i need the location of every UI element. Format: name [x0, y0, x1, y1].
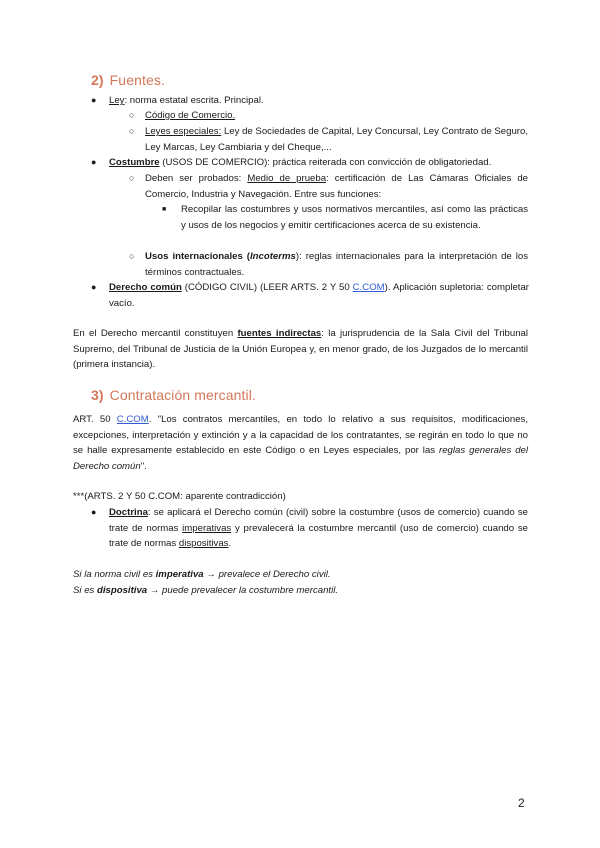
line2-bold: dispositiva — [97, 585, 148, 596]
section-3-title: Contratación mercantil. — [109, 387, 256, 403]
ccom-link[interactable]: C.COM — [352, 282, 385, 293]
list-item-ley — [109, 93, 529, 109]
conclusion-line-1 — [73, 567, 528, 583]
recopilar-text: Recopilar las costumbres y usos normativos mercantiles, así como las prácticas y usos de los negocios y emitir certificaciones acerca de su existencia. — [181, 204, 528, 231]
list-item-leyes-especiales — [145, 124, 528, 155]
fuentes-indirectas-label: fuentes indirectas — [237, 328, 322, 339]
bullet-circle: ○ — [129, 126, 135, 136]
bullet-circle: ○ — [129, 173, 135, 183]
imperativas-label: imperativas — [182, 522, 232, 534]
line1-bold: imperativa — [155, 569, 204, 580]
art-text: . "Los contratos mercantiles, en todo lo relativo a sus requisitos, modificaciones, excepciones, interpretación y extinción y a la capacidad de los contratantes, se regirán en todo lo que no se halle expresamente establecido en este Código o en Leyes especiales, por las — [73, 414, 528, 456]
line1-pre: Si la norma civil es — [73, 569, 156, 580]
section-2-title: Fuentes. — [109, 72, 165, 88]
line2-post: → puede prevalecer la costumbre mercantil. — [147, 585, 339, 596]
line1-post: → prevalece el Derecho civil. — [203, 569, 331, 580]
ley-text: : norma estatal escrita. Principal. — [124, 95, 264, 106]
costumbre-label: Costumbre — [109, 157, 160, 168]
paragraph-art-50 — [73, 412, 528, 474]
note-contradiccion — [73, 489, 528, 505]
bullet-disc: ● — [91, 157, 97, 167]
leyes-especiales-text: Ley de Sociedades de Capital, Ley Concursal, Ley Contrato de Seguro, Ley Marcas, Ley Cambiaria y del Cheque,... — [145, 126, 528, 153]
bullet-square: ■ — [162, 206, 167, 213]
doctrina-t1: : se aplicará el Derecho común (civil) sobre la costumbre (usos de comercio) cuando se trate de normas — [109, 507, 528, 534]
list-item-costumbre — [109, 155, 529, 171]
list-item-doctrina — [109, 505, 528, 552]
section-3-heading — [91, 388, 256, 404]
usos-paren: ( — [242, 251, 251, 262]
probados-pre: Deben ser probados: — [145, 173, 248, 184]
leyes-especiales-label: Leyes especiales: — [145, 126, 222, 137]
section-2-heading — [91, 73, 165, 89]
usos-text: ): reglas internacionales para la interpretación de los términos contractuales. — [145, 251, 528, 278]
line2-pre: Si es — [73, 585, 97, 596]
derecho-text2: ). Aplicación supletoria: completar vacío. — [109, 282, 529, 309]
incoterms-label: Incoterms — [250, 251, 296, 262]
indirect-post: : la jurisprudencia de la Sala Civil del Tribunal Supremo, del Tribunal de Justicia de la Unión Europea y, en menor grado, de los Juzgados de lo mercantil (primera instancia). — [73, 328, 529, 370]
doctrina-label: Doctrina — [109, 507, 148, 518]
dispositivas-label: dispositivas — [178, 538, 229, 549]
bullet-disc: ● — [91, 95, 97, 105]
derecho-label: Derecho común — [109, 282, 182, 293]
bullet-disc: ● — [91, 507, 97, 517]
probados-text: : certificación de Las Cámaras Oficiales de Comercio, Industria y Navegación. Entre sus funciones: — [145, 173, 528, 200]
list-item-probados — [145, 171, 528, 202]
art-pre: ART. 50 — [73, 414, 117, 425]
section-2-number: 2) — [91, 72, 104, 88]
note-text: ***(ARTS. 2 Y 50 C.COM: aparente contradicción) — [73, 491, 286, 502]
art-end: ". — [140, 460, 147, 472]
ley-label: Ley — [109, 95, 125, 106]
list-item-derecho-comun — [109, 280, 529, 311]
derecho-text1: (CÓDIGO CIVIL) (LEER ARTS. 2 Y 50 — [181, 282, 353, 293]
doctrina-t2: y prevalecerá la costumbre mercantil (uso de comercio) cuando se trate de normas — [109, 522, 528, 549]
bullet-disc: ● — [91, 282, 97, 292]
bullet-circle: ○ — [129, 110, 135, 120]
codigo-label: Código de Comercio. — [145, 110, 236, 121]
indirect-pre: En el Derecho mercantil constituyen — [73, 328, 238, 339]
conclusion-line-2 — [73, 583, 528, 599]
art-italic: reglas generales del Derecho común — [73, 445, 529, 472]
list-item-usos-internacionales — [145, 249, 528, 280]
paragraph-fuentes-indirectas — [73, 326, 528, 373]
list-item-codigo — [145, 108, 528, 124]
doctrina-end: . — [228, 538, 232, 549]
bullet-circle: ○ — [129, 251, 135, 261]
list-item-recopilar — [181, 202, 528, 233]
section-3-number: 3) — [91, 387, 104, 403]
ccom-link[interactable]: C.COM — [116, 414, 149, 425]
medio-prueba-label: Medio de prueba — [247, 173, 327, 184]
usos-label: Usos internacionales — [145, 251, 243, 262]
costumbre-text: (USOS DE COMERCIO): práctica reiterada con convicción de obligatoriedad. — [159, 157, 492, 168]
page-number: 2 — [518, 796, 525, 810]
